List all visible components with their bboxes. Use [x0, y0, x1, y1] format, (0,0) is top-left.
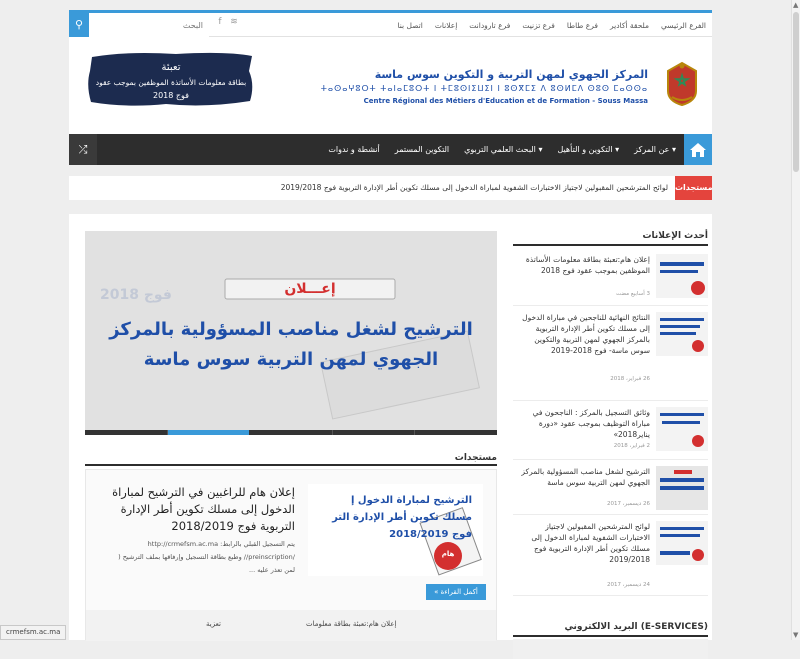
eservices-heading: البريد الالكتروني (E-SERVICES): [564, 622, 708, 632]
nav-item-training[interactable]: [557, 145, 619, 154]
read-more-button[interactable]: أكمل القراءة »: [426, 584, 486, 600]
announcement-thumbnail: [656, 312, 708, 356]
announcement-thumbnail: [656, 254, 708, 298]
announcement-item[interactable]: [513, 402, 708, 460]
slider-divider: [414, 430, 415, 435]
top-menu-item-contact[interactable]: اتصل بنا: [397, 20, 423, 30]
news-thumb-line3: فوج 2018/2019: [389, 529, 472, 540]
announcement-thumbnail: [656, 407, 708, 451]
news-heading-divider: [85, 464, 497, 466]
top-menu-item-tata[interactable]: فرع طاطا: [566, 20, 598, 30]
news-excerpt-line2: /preinscription// وطبع بطاقة التسجيل وإرفاقها بملف الترشيح (: [118, 553, 295, 561]
news-thumbnail-text: [308, 492, 472, 543]
slider-headline: [97, 315, 485, 375]
banner-cohort: فوج 2018: [152, 91, 190, 100]
slider-pagination-active[interactable]: [167, 430, 249, 435]
rss-icon[interactable]: ≋: [230, 17, 238, 27]
slider-pagination: [85, 430, 497, 435]
ticker-label: مستجدات: [675, 176, 712, 200]
search-icon[interactable]: ⚲: [69, 13, 89, 37]
nav-item-research[interactable]: [464, 145, 542, 154]
slider-watermark: فوج 2018: [100, 287, 172, 303]
slider-headline-line1: الترشيح لشغل مناصب المسؤولية بالمركز: [109, 319, 473, 340]
announcement-date: 26 فبراير، 2018: [610, 376, 650, 382]
news-article-card: [85, 469, 497, 640]
nav-items: [328, 134, 676, 165]
announcement-item[interactable]: [513, 461, 708, 515]
breaking-news-ticker: [69, 176, 712, 200]
main-navigation: [69, 134, 712, 165]
announcement-date: 24 ديسمبر، 2017: [606, 582, 650, 588]
news-article-title[interactable]: إعلان هام للراغبين في الترشيح لمباراة الدخول إلى مسلك تكوين أطر الإدارة التربوية فوج 2018/2019: [112, 485, 295, 533]
nav-item-continuing-education[interactable]: التكوين المستمر: [394, 145, 450, 154]
main-content: [69, 214, 712, 640]
announcement-item[interactable]: [513, 249, 708, 306]
nav-item-research-label: البحث العلمي التربوي: [464, 145, 536, 154]
search-input[interactable]: [89, 13, 209, 37]
shuffle-icon: ⤮: [78, 143, 88, 156]
announcement-title: النتائج النهائية للناجحين في مباراة الدخول إلى مسلك تكوين أطر الإدارة التربوية بالمركز الجهوي لمهن التربية والتكوين سوس ماسة- فوج 2018-2019: [522, 313, 650, 355]
announcement-date: 3 أسابيع مضت: [615, 291, 650, 297]
chevron-down-icon: ▾: [615, 145, 620, 154]
announcement-date: 26 ديسمبر، 2017: [606, 501, 650, 507]
eservices-heading-divider: [513, 635, 708, 637]
announcement-item[interactable]: [513, 307, 708, 401]
nav-item-about[interactable]: [634, 145, 676, 154]
banner-subtitle: بطاقة معلومات الأساتذة الموظفين بموجب عقود: [95, 78, 247, 87]
nav-item-activities[interactable]: أنشطة و ندوات: [328, 145, 380, 154]
site-title-tifinagh: ⵜⴰⵙⴰⵖⵓⵔⵜ ⵜⴰⵏⴰⵎⵓⵔⵜ ⵏ ⵜⵎⵓⵙⵏⵉⵡⵉⵏ ⵏ ⵓⵙⴳⵎⵉ ⴷ ⵓⵙⵍⵎⴷ ⵙⵓⵙ ⵎⴰⵙⵙⴰ: [320, 84, 648, 93]
scroll-up-icon[interactable]: ▲: [793, 1, 799, 9]
news-excerpt-line3: لمن تعذر عليه ...: [248, 566, 295, 574]
top-menu: [397, 13, 706, 37]
site-header: [69, 37, 712, 134]
scrollbar-thumb[interactable]: [793, 12, 799, 172]
announcement-item[interactable]: [513, 516, 708, 596]
browser-status-bar: crmefsm.ac.ma: [0, 625, 66, 640]
site-title-arabic: المركز الجهوي لمهن التربية و التكوين سوس ماسة: [374, 68, 648, 81]
nav-item-about-label: عن المركز: [634, 145, 670, 154]
top-menu-item-tiznit[interactable]: فرع تزنيت: [522, 20, 555, 30]
sidebar-heading: أحدث الإعلانات: [642, 231, 708, 241]
ticker-link[interactable]: لوائح المترشحين المقبولين لاجتياز الاختبارات الشفوية لمباراة الدخول إلى مسلك تكوين أطر الإدارة التربوية فوج 2019/2018: [280, 183, 668, 192]
morocco-emblem-logo[interactable]: [662, 61, 702, 107]
announcement-thumbnail: [656, 466, 708, 510]
news-thumb-line2: مسلك تكوين أطر الإدارة التر: [332, 512, 472, 523]
slider-stamp: إعـــلان: [284, 281, 336, 297]
announcement-title: وثائق التسجيل بالمركز : الناجحون في مباراة التوظيف بموجب عقود «دورة يناير2018»: [532, 408, 650, 439]
page-wrapper: [69, 0, 712, 640]
slider-headline-line2: الجهوي لمهن التربية سوس ماسة: [143, 349, 439, 370]
nav-item-training-label: التكوين و التأهيل: [557, 145, 613, 154]
top-menu-item-taroudant[interactable]: فرع تارودانت: [469, 20, 511, 30]
news-secondary-link-right[interactable]: إعلان هام:تعبئة بطاقة معلومات: [306, 620, 397, 628]
top-menu-item-agadir[interactable]: ملحقة أكادير: [609, 20, 650, 30]
announcement-date: 2 فبراير، 2018: [613, 443, 650, 449]
featured-slider[interactable]: [85, 231, 497, 435]
slider-divider: [167, 430, 168, 435]
announcement-title: الترشيح لشغل مناصب المسؤولية بالمركز الجهوي لمهن التربية سوس ماسة: [521, 467, 650, 487]
announcement-title: لوائح المترشحين المقبولين لاجتياز الاختبارات الشفوية لمباراة الدخول إلى مسلك تكوين أطر الإدارة التربوية فوج 2019/2018: [531, 522, 650, 564]
news-article-excerpt: [100, 538, 295, 577]
news-secondary-link-left[interactable]: تعزية: [206, 620, 221, 628]
news-section-heading: مستجدات: [454, 453, 497, 463]
home-icon: [689, 142, 707, 158]
page-scrollbar[interactable]: [791, 0, 800, 640]
news-excerpt-line1: يتم التسجيل القبلي بالرابط: http://crmefsm.ac.ma: [147, 540, 295, 548]
announcement-title: إعلان هام:تعبئة بطاقة معلومات الأساتذة الموظفين بموجب عقود فوج 2018: [525, 255, 650, 275]
header-banner[interactable]: [86, 51, 256, 108]
announcement-thumbnail: [656, 521, 708, 565]
home-button[interactable]: [684, 134, 712, 165]
top-menu-item-main[interactable]: الفرع الرئيسي: [661, 20, 706, 30]
sidebar-heading-divider: [513, 244, 708, 246]
top-menu-item-announcements[interactable]: إعلانات: [434, 20, 458, 30]
chevron-down-icon: ▾: [671, 145, 676, 154]
top-bar: [69, 10, 712, 37]
scroll-down-icon[interactable]: ▼: [793, 631, 799, 639]
news-thumb-badge: هام: [441, 550, 455, 558]
news-thumb-line1: الترشيح لمباراة الدخول إ: [351, 495, 472, 506]
site-title-french: Centre Régional des Métiers d'Education et de Formation - Souss Massa: [363, 97, 648, 105]
random-shuffle-button[interactable]: [69, 134, 97, 165]
eservices-widget[interactable]: [513, 639, 708, 659]
news-secondary-row: [86, 610, 496, 641]
chevron-down-icon: ▾: [538, 145, 543, 154]
slider-divider: [332, 430, 333, 435]
banner-title: تعبئة: [161, 62, 181, 73]
facebook-icon[interactable]: f: [218, 17, 222, 27]
